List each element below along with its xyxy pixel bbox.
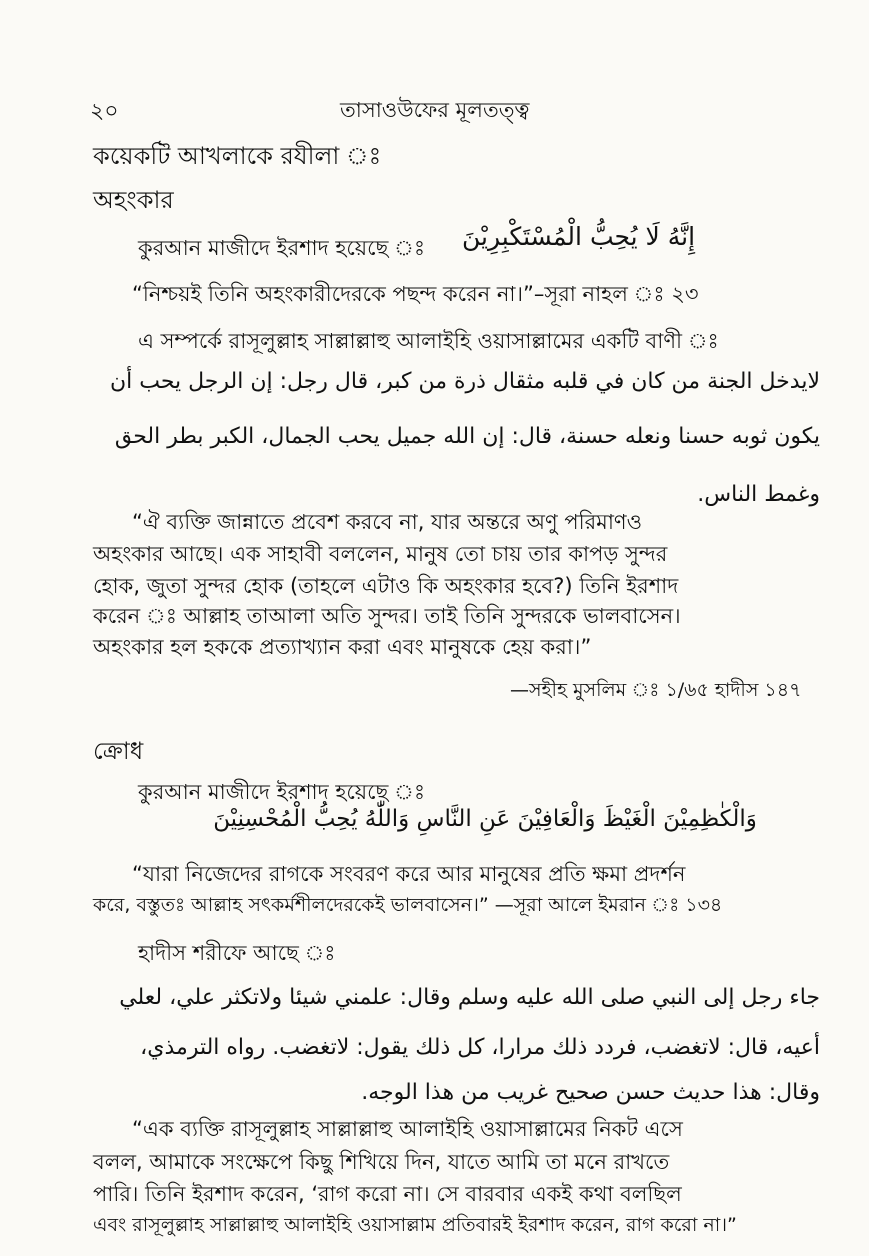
- pride-translation-line-2: অহংকার আছে। এক সাহাবী বললেন, মানুষ তো চায় তার কাপড় সুন্দর: [93, 542, 668, 566]
- anger-heading: ক্রোধ: [93, 737, 144, 765]
- anger-quran-arabic: وَالْكٰظِمِيْنَ الْغَيْظَ وَالْعَافِيْنَ عَنِ النَّاسِ وَاللّٰهُ يُحِبُّ الْمُحْسِنِيْنَ: [213, 806, 757, 832]
- pride-hadith-arabic-line-2: يكون ثوبه حسنا ونعله حسنة، قال: إن الله جميل يحب الجمال، الكبر بطر الحق: [114, 424, 820, 449]
- pride-hadith-arabic-line-3: وغمط الناس.: [697, 482, 820, 507]
- anger-translation-line-3: পারি। তিনি ইরশাদ করেন, ‘রাগ করো না। সে বারবার একই কথা বলছিল: [93, 1182, 682, 1206]
- pride-translation-line-5: অহংকার হল হককে প্রত্যাখ্যান করা এবং মানুষকে হেয় করা।”: [93, 635, 592, 659]
- anger-quran-translation-line-2: করে, বস্তুতঃ আল্লাহ সৎকর্মশীলদেরকেই ভালবাসেন।” —সূরা আলে ইমরান ঃ ১৩৪: [93, 894, 723, 916]
- anger-hadith-intro: হাদীস শরীফে আছে ঃ: [138, 941, 336, 965]
- anger-hadith-arabic-line-1: جاء رجل إلى النبي صلى الله عليه وسلم وقال: علمني شيئا ولاتكثر علي، لعلي: [119, 985, 820, 1010]
- pride-translation-line-3: হোক, জুতা সুন্দর হোক (তাহলে এটাও কি অহংকার হবে?) তিনি ইরশাদ: [93, 574, 679, 598]
- anger-quran-intro: কুরআন মাজীদে ইরশাদ হয়েছে ঃ: [138, 780, 426, 804]
- page-number: ২০: [90, 99, 119, 124]
- pride-quran-arabic: إِنَّهُ لَا يُحِبُّ الْمُسْتَكْبِرِيْنَ: [462, 222, 696, 251]
- pride-source: —সহীহ মুসলিম ঃ ১/৬৫ হাদীস ১৪৭: [510, 679, 802, 701]
- pride-hadith-arabic-line-1: لايدخل الجنة من كان في قلبه مثقال ذرة من كبر، قال رجل: إن الرجل يحب أن: [109, 369, 820, 394]
- pride-quran-translation: “নিশ্চয়ই তিনি অহংকারীদেরকে পছন্দ করেন না।”–সূরা নাহল ঃ ২৩: [132, 282, 699, 306]
- anger-hadith-arabic-line-2: أعيه، قال: لاتغضب، فردد ذلك مرارا، كل ذلك يقول: لاتغضب. رواه الترمذي،: [140, 1035, 820, 1060]
- running-title: তাসাওউফের মূলতত্ত্ব: [340, 98, 530, 122]
- pride-hadith-intro: এ সম্পর্কে রাসূলুল্লাহ সাল্লাল্লাহু আলাইহি ওয়াসাল্লামের একটি বাণী ঃ: [138, 329, 719, 353]
- pride-quran-intro: কুরআন মাজীদে ইরশাদ হয়েছে ঃ: [138, 236, 426, 260]
- intro-heading: কয়েকটি আখলাকে রযীলা ঃ: [93, 142, 382, 170]
- pride-translation-line-4: করেন ঃ আল্লাহ তাআলা অতি সুন্দর। তাই তিনি সুন্দরকে ভালবাসেন।: [93, 604, 681, 628]
- anger-hadith-arabic-line-3: وقال: هذا حديث حسن صحيح غريب من هذا الوجه.: [361, 1080, 820, 1105]
- pride-translation-line-1: “ঐ ব্যক্তি জান্নাতে প্রবেশ করবে না, যার অন্তরে অণু পরিমাণও: [132, 510, 643, 534]
- anger-quran-translation-line-1: “যারা নিজেদের রাগকে সংবরণ করে আর মানুষের প্রতি ক্ষমা প্রদর্শন: [132, 862, 686, 886]
- anger-translation-line-4: এবং রাসূলুল্লাহ সাল্লাল্লাহু আলাইহি ওয়াসাল্লাম প্রতিবারই ইরশাদ করেন, রাগ করো না।”: [93, 1214, 737, 1236]
- pride-heading: অহংকার: [93, 186, 174, 214]
- anger-translation-line-1: “এক ব্যক্তি রাসূলুল্লাহ সাল্লাল্লাহু আলাইহি ওয়াসাল্লামের নিকট এসে: [132, 1117, 683, 1141]
- anger-translation-line-2: বলল, আমাকে সংক্ষেপে কিছু শিখিয়ে দিন, যাতে আমি তা মনে রাখতে: [93, 1150, 670, 1174]
